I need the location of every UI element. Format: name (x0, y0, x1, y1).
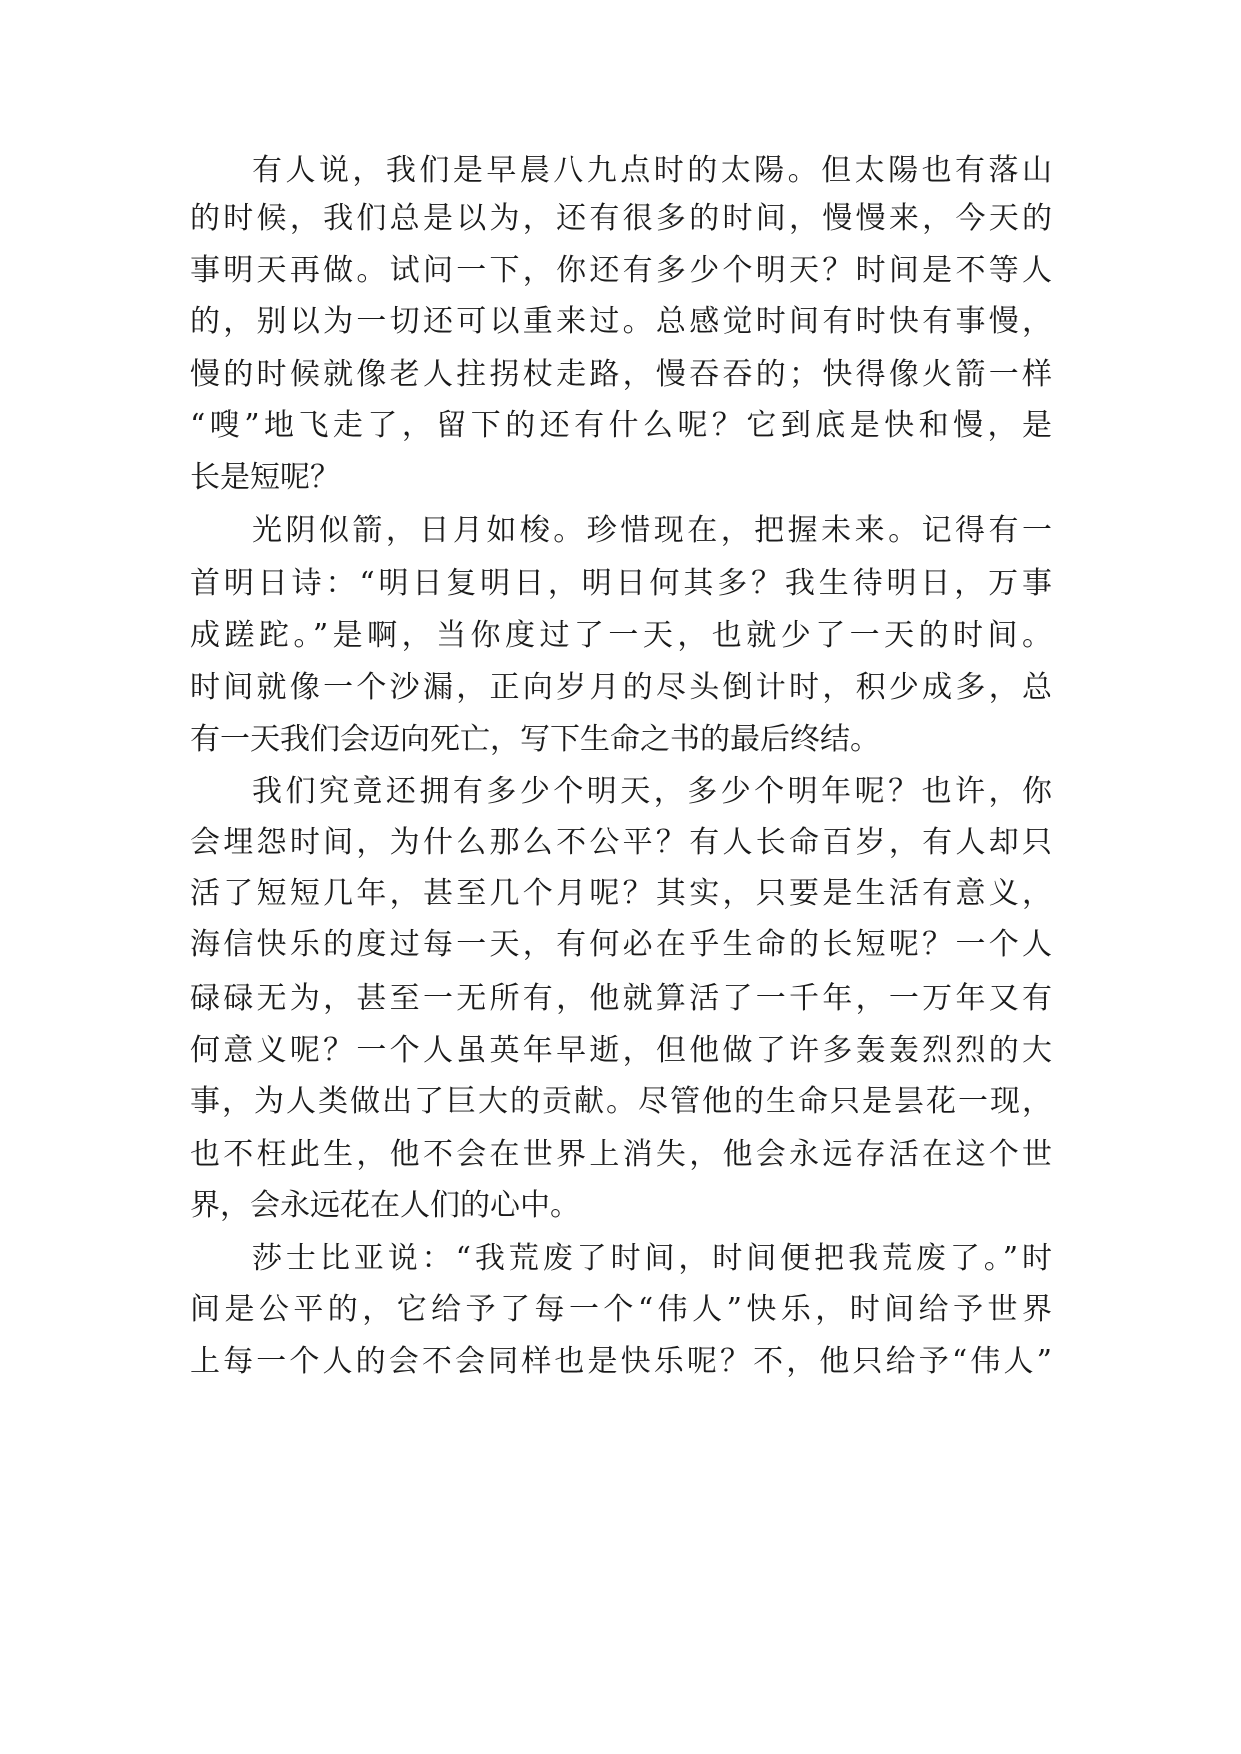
paragraph-2-line-2: 首明日诗：“明日复明日，明日何其多？我生待明日，万事 (190, 566, 1052, 601)
paragraph-2-line-5: 有一天我们会迈向死亡，写下生命之书的最后终结。 (190, 722, 880, 757)
paragraph-2-line-1: 光阴似箭，日月如梭。珍惜现在，把握未来。记得有一 (252, 513, 1052, 548)
paragraph-3-line-6: 何意义呢？一个人虽英年早逝，但他做了许多轰轰烈烈的大 (190, 1033, 1052, 1068)
paragraph-4-line-1: 莎士比亚说：“我荒废了时间，时间便把我荒废了。”时 (252, 1241, 1052, 1276)
paragraph-3-line-7: 事，为人类做出了巨大的贡献。尽管他的生命只是昙花一现， (190, 1084, 1052, 1119)
paragraph-1-line-1: 有人说，我们是早晨八九点时的太陽。但太陽也有落山 (252, 153, 1052, 188)
paragraph-1-line-5: 慢的时候就像老人拄拐杖走路，慢吞吞的；快得像火箭一样 (190, 357, 1052, 392)
paragraph-2-line-3: 成蹉跎。”是啊，当你度过了一天，也就少了一天的时间。 (190, 618, 1052, 653)
paragraph-3-line-1: 我们究竟还拥有多少个明天，多少个明年呢？也许，你 (252, 774, 1052, 809)
paragraph-4-line-3: 上每一个人的会不会同样也是快乐呢？不，他只给予“伟人” (190, 1344, 1052, 1379)
paragraph-1-line-7: 长是短呢？ (190, 460, 340, 495)
paragraph-4-line-2: 间是公平的，它给予了每一个“伟人”快乐，时间给予世界 (190, 1292, 1052, 1327)
paragraph-3-line-3: 活了短短几年，甚至几个月呢？其实，只要是生活有意义， (190, 876, 1052, 911)
paragraph-3-line-9: 界，会永远花在人们的心中。 (190, 1188, 580, 1223)
paragraph-1-line-2: 的时候，我们总是以为，还有很多的时间，慢慢来，今天的 (190, 201, 1052, 236)
paragraph-1-line-4: 的，别以为一切还可以重来过。总感觉时间有时快有事慢， (190, 304, 1052, 339)
paragraph-1-line-6: “嗖”地飞走了，留下的还有什么呢？它到底是快和慢，是 (190, 408, 1052, 443)
paragraph-1-line-3: 事明天再做。试问一下，你还有多少个明天？时间是不等人 (190, 253, 1052, 288)
paragraph-2-line-4: 时间就像一个沙漏，正向岁月的尽头倒计时，积少成多，总 (190, 670, 1052, 705)
paragraph-3-line-4: 海信快乐的度过每一天，有何必在乎生命的长短呢？一个人 (190, 927, 1052, 962)
paragraph-3-line-2: 会埋怨时间，为什么那么不公平？有人长命百岁，有人却只 (190, 825, 1052, 860)
paragraph-3-line-5: 碌碌无为，甚至一无所有，他就算活了一千年，一万年又有 (190, 981, 1052, 1016)
paragraph-3-line-8: 也不枉此生，他不会在世界上消失，他会永远存活在这个世 (190, 1137, 1052, 1172)
